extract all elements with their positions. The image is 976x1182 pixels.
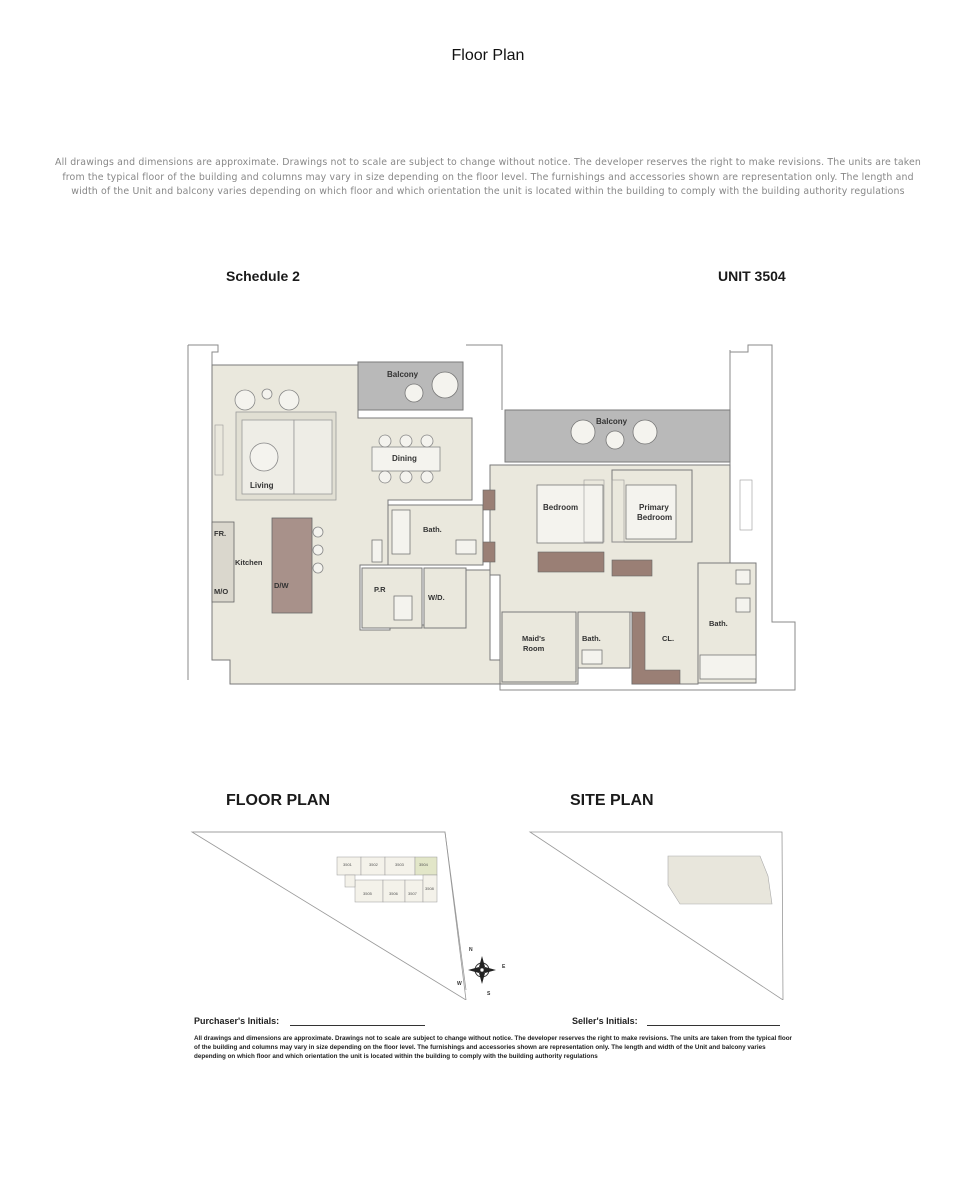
unit-number: UNIT 3504 (718, 268, 786, 284)
room-label-primary-bedroom: Bedroom (637, 513, 673, 522)
room-label-fridge: FR. (214, 529, 227, 538)
room-label-bedroom: Bedroom (543, 503, 579, 512)
purchaser-initials-label: Purchaser's Initials: (194, 1016, 280, 1026)
room-label-maids-room: Room (523, 644, 545, 653)
key-unit-number: 3503 (395, 862, 404, 867)
floor-plan-heading: FLOOR PLAN (226, 792, 330, 809)
footer-disclaimer: All drawings and dimensions are approximate. Drawings not to scale are subject to change without notice. The developer reserves the right to make revisions. The units are taken from the typical floor of the building and columns may vary in size depending on the floor level. The furnishings and accessories shown are representation only. The length and width of the Unit and balcony varies depending on which floor and which orientation the unit is located within the building to comply with the building authority regulations (194, 1035, 793, 1060)
room-label-bath: Bath. (423, 525, 442, 534)
room-label-washer-dryer: W/D. (428, 593, 445, 602)
key-unit-number: 3504 (419, 862, 428, 867)
room-label-bath: Bath. (582, 634, 601, 643)
room-label-kitchen: Kitchen (235, 558, 263, 567)
site-plan-heading: SITE PLAN (570, 792, 654, 809)
compass-icon (468, 956, 496, 984)
seller-initials-label: Seller's Initials: (572, 1016, 638, 1026)
compass-north: N (469, 947, 473, 953)
key-unit-number: 3508 (425, 886, 434, 891)
page-title: Floor Plan (451, 47, 525, 64)
room-label-microwave: M/O (214, 587, 229, 596)
room-label-living: Living (250, 481, 274, 490)
key-unit-number: 3505 (363, 891, 372, 896)
room-label-powder-room: P.R (374, 585, 386, 594)
room-label-primary-bedroom: Primary (639, 503, 669, 512)
room-label-balcony: Balcony (387, 370, 419, 379)
key-unit-number: 3501 (343, 862, 352, 867)
room-label-balcony: Balcony (596, 417, 628, 426)
room-label-dining: Dining (392, 454, 417, 463)
room-label-maids-room: Maid's (522, 634, 546, 643)
key-unit-number: 3507 (408, 891, 417, 896)
seller-initials-line (647, 1025, 780, 1026)
schedule-label: Schedule 2 (226, 268, 300, 284)
compass-west: W (457, 981, 462, 987)
room-label-closet: CL. (662, 634, 675, 643)
purchaser-initials-line (290, 1025, 425, 1026)
room-label-dishwasher: D/W (274, 581, 289, 590)
key-unit-number: 3502 (369, 862, 378, 867)
compass-east: E (502, 964, 506, 970)
key-unit-number: 3506 (389, 891, 398, 896)
compass-south: S (487, 991, 491, 997)
top-disclaimer: All drawings and dimensions are approximate. Drawings not to scale are subject to change without notice. The developer reserves the right to make revisions. The units are taken from the typical floor of the building and columns may vary in size depending on the floor level. The furnishings and accessories shown are representation only. The length and width of the Unit and balcony varies depending on which floor and which orientation the unit is located within the building to comply with the building authority regulations (55, 157, 922, 197)
room-label-bath: Bath. (709, 619, 728, 628)
